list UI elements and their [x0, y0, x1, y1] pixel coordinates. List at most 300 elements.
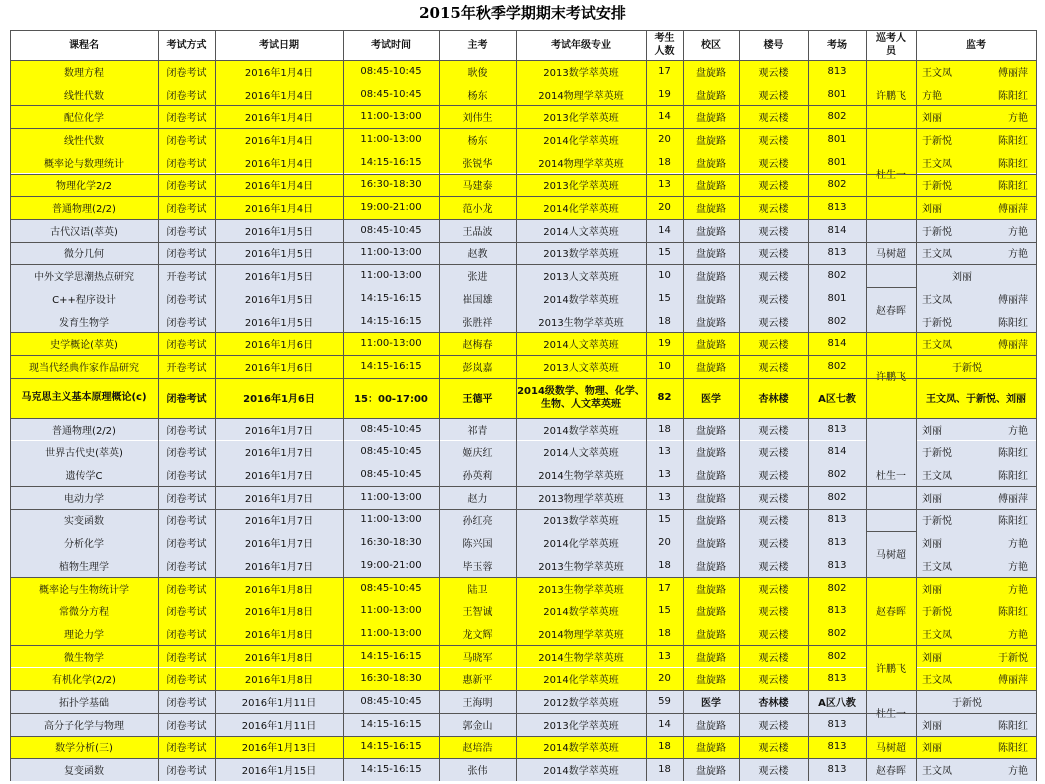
grid-line	[10, 30, 11, 781]
cell-examiner: 王晶波	[462, 226, 493, 238]
cell-time: 14:15-16:15	[360, 764, 422, 776]
cell-campus: 盘旋路	[696, 135, 726, 147]
cell-building: 观云楼	[758, 516, 789, 528]
cell-major: 2014人文萃英班	[543, 226, 619, 238]
cell-building: 观云楼	[758, 652, 789, 664]
cell-major: 2014数学萃英班	[543, 425, 619, 437]
cell-campus: 盘旋路	[696, 340, 726, 352]
cell-campus: 盘旋路	[696, 720, 726, 732]
cell-date: 2016年1月4日	[244, 135, 314, 147]
proctor-2: 方艳	[1008, 539, 1028, 551]
cell-date: 2016年1月13日	[241, 743, 317, 755]
cell-method: 闭卷考试	[166, 394, 207, 406]
cell-proctor	[916, 264, 1036, 287]
cell-campus: 盘旋路	[696, 743, 726, 755]
grid-line	[866, 332, 916, 333]
proctor-1: 于新悦	[922, 516, 952, 528]
cell-building: 观云楼	[758, 204, 789, 216]
cell-course: 世界古代史(萃英)	[45, 448, 123, 460]
cell-course: 概率论与数理统计	[44, 158, 124, 170]
cell-room: 802	[827, 650, 847, 662]
cell-room: 802	[827, 491, 847, 503]
cell-campus: 盘旋路	[696, 204, 726, 216]
cell-room: 813	[827, 247, 847, 259]
cell-count: 18	[658, 627, 671, 639]
grid-line	[158, 30, 159, 781]
cell-count: 59	[658, 696, 671, 708]
cell-date: 2016年1月7日	[244, 516, 314, 528]
cell-building: 观云楼	[758, 294, 789, 306]
header-proctor: 监考	[966, 39, 986, 51]
cell-date: 2016年1月7日	[244, 471, 314, 483]
cell-patrol: 马树超	[866, 736, 916, 759]
proctor-1: 于新悦	[922, 135, 952, 147]
cell-method: 闭卷考试	[166, 425, 207, 437]
cell-count: 18	[658, 156, 671, 168]
cell-proctor	[916, 441, 1036, 464]
cell-method: 闭卷考试	[166, 135, 207, 147]
proctor-1: 于新悦	[952, 362, 982, 374]
cell-proctor	[916, 713, 1036, 736]
cell-method: 闭卷考试	[166, 158, 207, 170]
cell-method: 闭卷考试	[166, 471, 207, 483]
cell-course: 微分几何	[64, 249, 104, 261]
cell-examiner: 马建泰	[462, 181, 493, 193]
proctor-2: 陈阳红	[998, 158, 1028, 170]
header-campus: 校区	[701, 39, 721, 51]
cell-time: 11:00-13:00	[360, 338, 422, 350]
cell-count: 82	[657, 392, 672, 404]
grid-line	[10, 30, 1036, 31]
cell-examiner: 张伟	[467, 766, 488, 778]
cell-course: 概率论与生物统计学	[39, 584, 129, 596]
grid-line	[10, 486, 1036, 487]
cell-patrol: 马树超	[866, 219, 916, 287]
cell-room: 813	[827, 673, 847, 685]
cell-date: 2016年1月4日	[244, 158, 314, 170]
grid-line	[516, 30, 517, 781]
cell-room: 802	[827, 469, 847, 481]
cell-proctor	[916, 577, 1036, 600]
grid-line	[866, 736, 916, 737]
cell-proctor	[916, 554, 1036, 577]
proctor-2: 方艳	[1008, 584, 1028, 596]
cell-date: 2016年1月8日	[244, 652, 314, 664]
cell-room: 802	[827, 179, 847, 191]
cell-course: 线性代数	[64, 135, 104, 147]
cell-room: 814	[827, 224, 847, 236]
cell-building: 观云楼	[758, 561, 789, 573]
cell-major: 2013化学萃英班	[543, 113, 619, 125]
proctor-1: 刘丽	[922, 493, 942, 505]
cell-time: 16:30-18:30	[360, 179, 422, 191]
cell-major: 2013化学萃英班	[543, 720, 619, 732]
proctor-1: 刘丽	[922, 113, 942, 125]
cell-time: 08:45-10:45	[360, 423, 422, 435]
cell-building: 观云楼	[758, 67, 789, 79]
cell-campus: 盘旋路	[696, 607, 726, 619]
cell-date: 2016年1月11日	[241, 698, 317, 710]
grid-line	[10, 355, 1036, 356]
cell-building: 观云楼	[758, 539, 789, 551]
cell-major: 2014物理学萃英班	[538, 158, 624, 170]
proctor-2: 方艳	[1008, 629, 1028, 641]
cell-campus: 盘旋路	[696, 584, 726, 596]
cell-method: 闭卷考试	[166, 340, 207, 352]
cell-major: 2013生物学萃英班	[538, 561, 624, 573]
cell-time: 08:45-10:45	[360, 696, 422, 708]
cell-examiner: 祁青	[467, 425, 488, 437]
cell-time: 08:45-10:45	[360, 65, 422, 77]
proctor-1: 王文凤	[922, 766, 952, 778]
cell-method: 闭卷考试	[166, 493, 207, 505]
cell-date: 2016年1月7日	[244, 448, 314, 460]
cell-room: 814	[827, 446, 847, 458]
grid-line	[808, 30, 809, 781]
cell-course: 发育生物学	[59, 317, 109, 329]
cell-time: 19:00-21:00	[360, 202, 422, 214]
cell-date: 2016年1月5日	[244, 272, 314, 284]
proctor-1: 刘丽	[922, 425, 942, 437]
cell-method: 闭卷考试	[166, 226, 207, 238]
cell-examiner: 陈兴国	[462, 539, 493, 551]
cell-major: 2013数学萃英班	[543, 67, 619, 79]
cell-major: 2014人文萃英班	[543, 340, 619, 352]
cell-building: 观云楼	[758, 493, 789, 505]
grid-line	[866, 577, 916, 578]
cell-time: 14:15-16:15	[360, 360, 422, 372]
cell-building: 观云楼	[758, 675, 789, 687]
cell-count: 18	[658, 764, 671, 776]
cell-building: 杏林楼	[758, 394, 789, 406]
grid-line	[10, 378, 1036, 379]
cell-count: 20	[658, 133, 671, 145]
cell-building: 观云楼	[758, 607, 789, 619]
proctor-1: 刘丽	[922, 584, 942, 596]
proctor-1: 王文凤	[922, 158, 952, 170]
cell-date: 2016年1月5日	[244, 294, 314, 306]
cell-date: 2016年1月7日	[244, 539, 314, 551]
cell-time: 14:15-16:15	[360, 292, 422, 304]
cell-building: 观云楼	[758, 362, 789, 374]
cell-patrol: 杜生一	[866, 418, 916, 532]
cell-course: 马克思主义基本原理概论(c)	[21, 392, 147, 404]
cell-proctor	[916, 60, 1036, 83]
cell-examiner: 范小龙	[462, 204, 493, 216]
cell-major: 2014物理学萃英班	[538, 90, 624, 102]
proctor-2: 傅丽萍	[998, 340, 1028, 352]
cell-examiner: 赵培浩	[462, 743, 493, 755]
cell-major: 2014化学萃英班	[543, 204, 619, 216]
cell-campus: 盘旋路	[696, 561, 726, 573]
cell-building: 观云楼	[758, 340, 789, 352]
cell-count: 13	[658, 469, 671, 481]
proctor-1: 刘丽	[922, 652, 942, 664]
cell-campus: 盘旋路	[696, 317, 726, 329]
proctor-1: 刘丽	[952, 272, 972, 284]
cell-method: 闭卷考试	[166, 539, 207, 551]
cell-examiner: 龙文辉	[462, 629, 493, 641]
proctor-2: 陈阳红	[998, 516, 1028, 528]
cell-date: 2016年1月6日	[244, 362, 314, 374]
cell-major: 2014化学萃英班	[543, 539, 619, 551]
proctor-1: 王文凤	[922, 294, 952, 306]
cell-room: 802	[827, 360, 847, 372]
cell-major: 2014生物学萃英班	[538, 652, 624, 664]
cell-patrol: 赵春晖	[866, 287, 916, 332]
cell-campus: 盘旋路	[696, 181, 726, 193]
cell-course: 复变函数	[64, 766, 104, 778]
cell-time: 11:00-13:00	[360, 514, 422, 526]
proctor-1: 王文凤、于新悦、刘丽	[926, 394, 1026, 406]
cell-major: 2014数学萃英班	[543, 607, 619, 619]
proctor-2: 方艳	[1008, 561, 1028, 573]
cell-count: 10	[658, 270, 671, 282]
cell-major: 2014数学萃英班	[543, 294, 619, 306]
cell-examiner: 孙英莉	[462, 471, 493, 483]
grid-line	[866, 60, 916, 61]
cell-count: 17	[658, 582, 671, 594]
cell-proctor	[916, 599, 1036, 622]
cell-room: 814	[827, 338, 847, 350]
cell-examiner: 马晓军	[462, 652, 493, 664]
cell-examiner: 杨东	[467, 90, 488, 102]
cell-examiner: 赵梅春	[462, 340, 493, 352]
grid-line	[916, 30, 917, 781]
cell-count: 13	[658, 179, 671, 191]
cell-course: 数理方程	[64, 67, 104, 79]
cell-proctor	[916, 355, 1036, 378]
cell-date: 2016年1月11日	[241, 720, 317, 732]
cell-major: 2014化学萃英班	[543, 135, 619, 147]
cell-course: 数学分析(三)	[55, 743, 113, 755]
cell-proctor	[916, 242, 1036, 265]
grid-line	[866, 30, 867, 781]
cell-examiner: 张锐华	[462, 158, 493, 170]
grid-line	[10, 242, 1036, 243]
cell-date: 2016年1月8日	[244, 584, 314, 596]
cell-room: 802	[827, 270, 847, 282]
cell-count: 18	[658, 423, 671, 435]
cell-major: 2013生物学萃英班	[538, 317, 624, 329]
cell-examiner: 郭金山	[462, 720, 493, 732]
cell-major: 2014数学萃英班	[543, 743, 619, 755]
cell-campus: 盘旋路	[696, 67, 726, 79]
cell-date: 2016年1月7日	[244, 561, 314, 573]
proctor-1: 王文凤	[922, 675, 952, 687]
cell-time: 15：00-17:00	[354, 394, 428, 406]
proctor-1: 于新悦	[922, 181, 952, 193]
cell-major: 2013数学萃英班	[543, 516, 619, 528]
cell-building: 观云楼	[758, 158, 789, 170]
grid-line	[10, 174, 1036, 175]
cell-method: 闭卷考试	[166, 766, 207, 778]
grid-line	[866, 287, 916, 288]
cell-room: 801	[827, 292, 847, 304]
cell-date: 2016年1月7日	[244, 493, 314, 505]
cell-time: 19:00-21:00	[360, 559, 422, 571]
cell-major: 2013物理学萃英班	[538, 493, 624, 505]
cell-count: 17	[658, 65, 671, 77]
cell-method: 闭卷考试	[166, 698, 207, 710]
cell-method: 闭卷考试	[166, 720, 207, 732]
cell-course: 遗传学C	[65, 471, 103, 483]
cell-campus: 医学	[701, 394, 721, 406]
cell-method: 闭卷考试	[166, 448, 207, 460]
cell-date: 2016年1月4日	[244, 90, 314, 102]
cell-course: 微生物学	[64, 652, 104, 664]
cell-examiner: 崔国雄	[462, 294, 493, 306]
cell-count: 18	[658, 315, 671, 327]
cell-proctor	[916, 219, 1036, 242]
cell-patrol: 赵春晖	[866, 577, 916, 645]
cell-course: 配位化学	[64, 113, 104, 125]
cell-method: 闭卷考试	[166, 113, 207, 125]
cell-major: 2013化学萃英班	[543, 181, 619, 193]
proctor-2: 陈阳红	[998, 448, 1028, 460]
cell-room: 802	[827, 582, 847, 594]
cell-time: 11:00-13:00	[360, 247, 422, 259]
cell-proctor	[916, 151, 1036, 174]
proctor-2: 陈阳红	[998, 135, 1028, 147]
cell-method: 闭卷考试	[166, 607, 207, 619]
cell-time: 14:15-16:15	[360, 315, 422, 327]
cell-date: 2016年1月8日	[244, 629, 314, 641]
cell-course: 物理化学2/2	[55, 181, 113, 193]
cell-campus: 盘旋路	[696, 294, 726, 306]
cell-room: 813	[827, 202, 847, 214]
cell-date: 2016年1月4日	[244, 67, 314, 79]
cell-room: 802	[827, 627, 847, 639]
header-course: 课程名	[69, 39, 99, 51]
cell-count: 13	[658, 650, 671, 662]
cell-time: 11:00-13:00	[360, 270, 422, 282]
cell-room: A区八教	[818, 698, 856, 710]
grid-line	[866, 418, 916, 419]
cell-campus: 盘旋路	[696, 652, 726, 664]
proctor-1: 于新悦	[922, 317, 952, 329]
proctor-2: 陈阳红	[998, 720, 1028, 732]
cell-method: 闭卷考试	[166, 675, 207, 687]
cell-method: 闭卷考试	[166, 90, 207, 102]
cell-room: 801	[827, 156, 847, 168]
cell-building: 观云楼	[758, 90, 789, 102]
cell-proctor	[916, 690, 1036, 713]
cell-campus: 盘旋路	[696, 272, 726, 284]
cell-course: 普通物理(2/2)	[52, 425, 116, 437]
cell-examiner: 王德平	[462, 394, 493, 406]
cell-examiner: 张进	[467, 272, 488, 284]
cell-date: 2016年1月6日	[243, 394, 315, 406]
cell-method: 闭卷考试	[166, 652, 207, 664]
proctor-2: 方艳	[1008, 113, 1028, 125]
cell-examiner: 彭岚嘉	[462, 362, 493, 374]
cell-major: 2014物理学萃英班	[538, 629, 624, 641]
cell-room: 802	[827, 315, 847, 327]
cell-room: 813	[827, 423, 847, 435]
cell-campus: 盘旋路	[696, 471, 726, 483]
proctor-1: 方艳	[922, 90, 942, 102]
cell-time: 11:00-13:00	[360, 605, 422, 617]
cell-proctor	[916, 174, 1036, 197]
cell-examiner: 孙红亮	[462, 516, 493, 528]
cell-room: 801	[827, 133, 847, 145]
cell-proctor	[916, 332, 1036, 355]
cell-room: 813	[827, 718, 847, 730]
cell-proctor	[916, 622, 1036, 645]
page-title: 2015年秋季学期期末考试安排	[419, 4, 626, 22]
grid-line	[866, 531, 916, 532]
proctor-1: 王文凤	[922, 629, 952, 641]
cell-date: 2016年1月6日	[244, 340, 314, 352]
cell-campus: 盘旋路	[696, 516, 726, 528]
cell-building: 观云楼	[758, 448, 789, 460]
cell-count: 19	[658, 88, 671, 100]
cell-examiner: 耿俊	[467, 67, 488, 79]
proctor-2: 傅丽萍	[998, 675, 1028, 687]
cell-patrol: 许鹏飞	[866, 645, 916, 690]
cell-count: 15	[658, 605, 671, 617]
cell-proctor	[916, 758, 1036, 781]
grid-line	[343, 30, 344, 781]
cell-building: 观云楼	[758, 584, 789, 596]
proctor-1: 于新悦	[922, 607, 952, 619]
grid-line	[739, 30, 740, 781]
cell-count: 15	[658, 514, 671, 526]
cell-patrol: 杜生一	[866, 128, 916, 219]
cell-examiner: 杨东	[467, 135, 488, 147]
cell-examiner: 王智诚	[462, 607, 493, 619]
cell-campus: 盘旋路	[696, 362, 726, 374]
cell-campus: 盘旋路	[696, 448, 726, 460]
cell-major: 2013生物学萃英班	[538, 584, 624, 596]
grid-line	[10, 713, 1036, 714]
proctor-2: 陈阳红	[998, 743, 1028, 755]
cell-course: 分析化学	[64, 539, 104, 551]
cell-building: 观云楼	[758, 181, 789, 193]
cell-time: 11:00-13:00	[360, 111, 422, 123]
proctor-2: 傅丽萍	[998, 204, 1028, 216]
cell-course: 现当代经典作家作品研究	[29, 362, 139, 374]
cell-room: A区七教	[818, 394, 856, 406]
grid-line	[10, 105, 1036, 106]
cell-patrol: 马树超	[866, 531, 916, 576]
cell-time: 14:15-16:15	[360, 741, 422, 753]
proctor-2: 傅丽萍	[998, 294, 1028, 306]
grid-line	[866, 219, 916, 220]
cell-date: 2016年1月4日	[244, 204, 314, 216]
cell-major: 2014化学萃英班	[543, 675, 619, 687]
cell-date: 2016年1月7日	[244, 425, 314, 437]
cell-major: 2014人文萃英班	[543, 448, 619, 460]
cell-building: 观云楼	[758, 135, 789, 147]
cell-room: 813	[827, 537, 847, 549]
cell-examiner: 张胜祥	[462, 317, 493, 329]
proctor-2: 陈阳红	[998, 317, 1028, 329]
cell-method: 闭卷考试	[166, 317, 207, 329]
proctor-1: 刘丽	[922, 743, 942, 755]
proctor-1: 于新悦	[922, 226, 952, 238]
cell-patrol: 杜生一	[866, 690, 916, 735]
cell-course: 实变函数	[64, 516, 104, 528]
proctor-1: 于新悦	[952, 698, 982, 710]
cell-proctor	[916, 736, 1036, 759]
cell-building: 观云楼	[758, 629, 789, 641]
cell-course: 线性代数	[64, 90, 104, 102]
cell-patrol: 赵春晖	[866, 758, 916, 781]
cell-campus: 盘旋路	[696, 226, 726, 238]
cell-major: 2012数学萃英班	[543, 698, 619, 710]
